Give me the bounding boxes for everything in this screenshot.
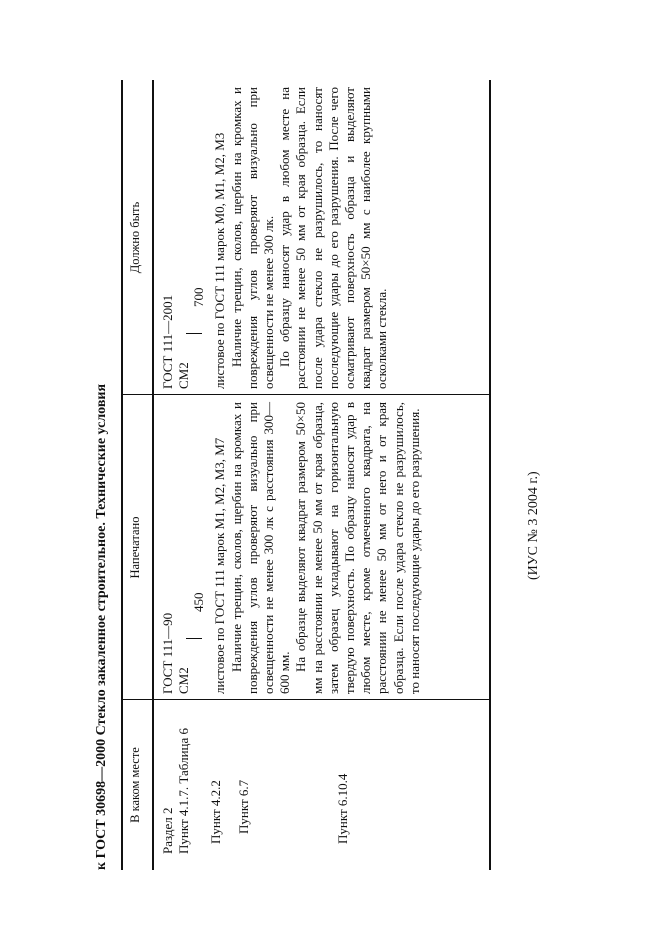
- printed-divider-mark: [186, 638, 202, 639]
- printed-column: [160, 402, 423, 694]
- where-clause-4-1-7: Пункт 4.1.7. Таблица 6: [176, 727, 192, 854]
- printed-gost-ref: ГОСТ 111—90: [160, 612, 175, 694]
- should-be-column: [160, 87, 391, 389]
- printed-sheet-glass: листовое по ГОСТ 111 марок М1, М2, М3, М7: [212, 437, 228, 694]
- header-printed: Напечатано: [128, 516, 142, 579]
- printed-grade-value: 450: [191, 592, 207, 612]
- corrected-grade: СМ2: [176, 362, 192, 389]
- corrected-grade-row: [176, 87, 207, 389]
- printed-clause-6-10-4: На образце выделяют квадрат размером 50×50 мм на расстоянии не менее 50 мм от края образца, затем образец укладывают на горизонтальную твердую поверхность. По образцу наносят удар в любом месте, кроме отмеченного квадрата, на расстоянии не менее 50 мм от него и от края образца. Если после удара стекло не разрушилось, то наносят последующие удары до его разрушения.: [293, 402, 422, 694]
- corrected-gost-ref: ГОСТ 111—2001: [160, 294, 175, 389]
- where-column: [160, 706, 351, 866]
- amendment-source: (ИУС № 3 2004 г.): [526, 471, 541, 580]
- header-should-be: Должно быть: [128, 201, 142, 274]
- where-clause-4-2-2: Пункт 4.2.2: [208, 780, 224, 844]
- corrected-clause-6-10-4: По образцу наносят удар в любом месте на расстоянии не менее 50 мм от края образца. Если после удара стекло не разрушилось, то наносят последующие удары до его разрушения. После чего осматривают поверхность образца и выделяют квадрат размером 50×50 мм с наиболее крупными осколками стекла.: [277, 87, 390, 389]
- corrected-sheet-glass: листовое по ГОСТ 111 марок М0, М1, М2, М3: [212, 132, 228, 389]
- printed-grade-row: [176, 402, 207, 694]
- rotated-page: [88, 70, 568, 870]
- corrected-divider-mark: [186, 333, 202, 334]
- where-clause-6-7: Пункт 6.7: [235, 779, 251, 834]
- corrected-grade-value: 700: [191, 287, 207, 307]
- printed-clause-6-7: Наличие трещин, сколов, щербин на кромках и повреждения углов проверяют визуально при освещенности не менее 300 лк с расстояния 300—600 мм.: [228, 402, 293, 694]
- table-bottom-rule: [489, 80, 491, 870]
- column-divider-1: [121, 699, 489, 700]
- table-top-rule: [121, 80, 123, 870]
- corrected-clause-6-7: Наличие трещин, сколов, щербин на кромках и повреждения углов проверяют визуально при освещенности не менее 300 лк.: [228, 87, 277, 389]
- printed-grade: СМ2: [176, 667, 192, 694]
- column-divider-2: [121, 394, 489, 395]
- document-heading: к ГОСТ 30698—2000 Стекло закаленное строительное. Технические условия: [94, 383, 109, 870]
- where-clause-6-10-4: Пункт 6.10.4: [334, 773, 350, 844]
- where-section-2: Раздел 2: [160, 807, 175, 854]
- table-header-rule: [152, 80, 154, 870]
- header-where: В каком месте: [128, 747, 142, 823]
